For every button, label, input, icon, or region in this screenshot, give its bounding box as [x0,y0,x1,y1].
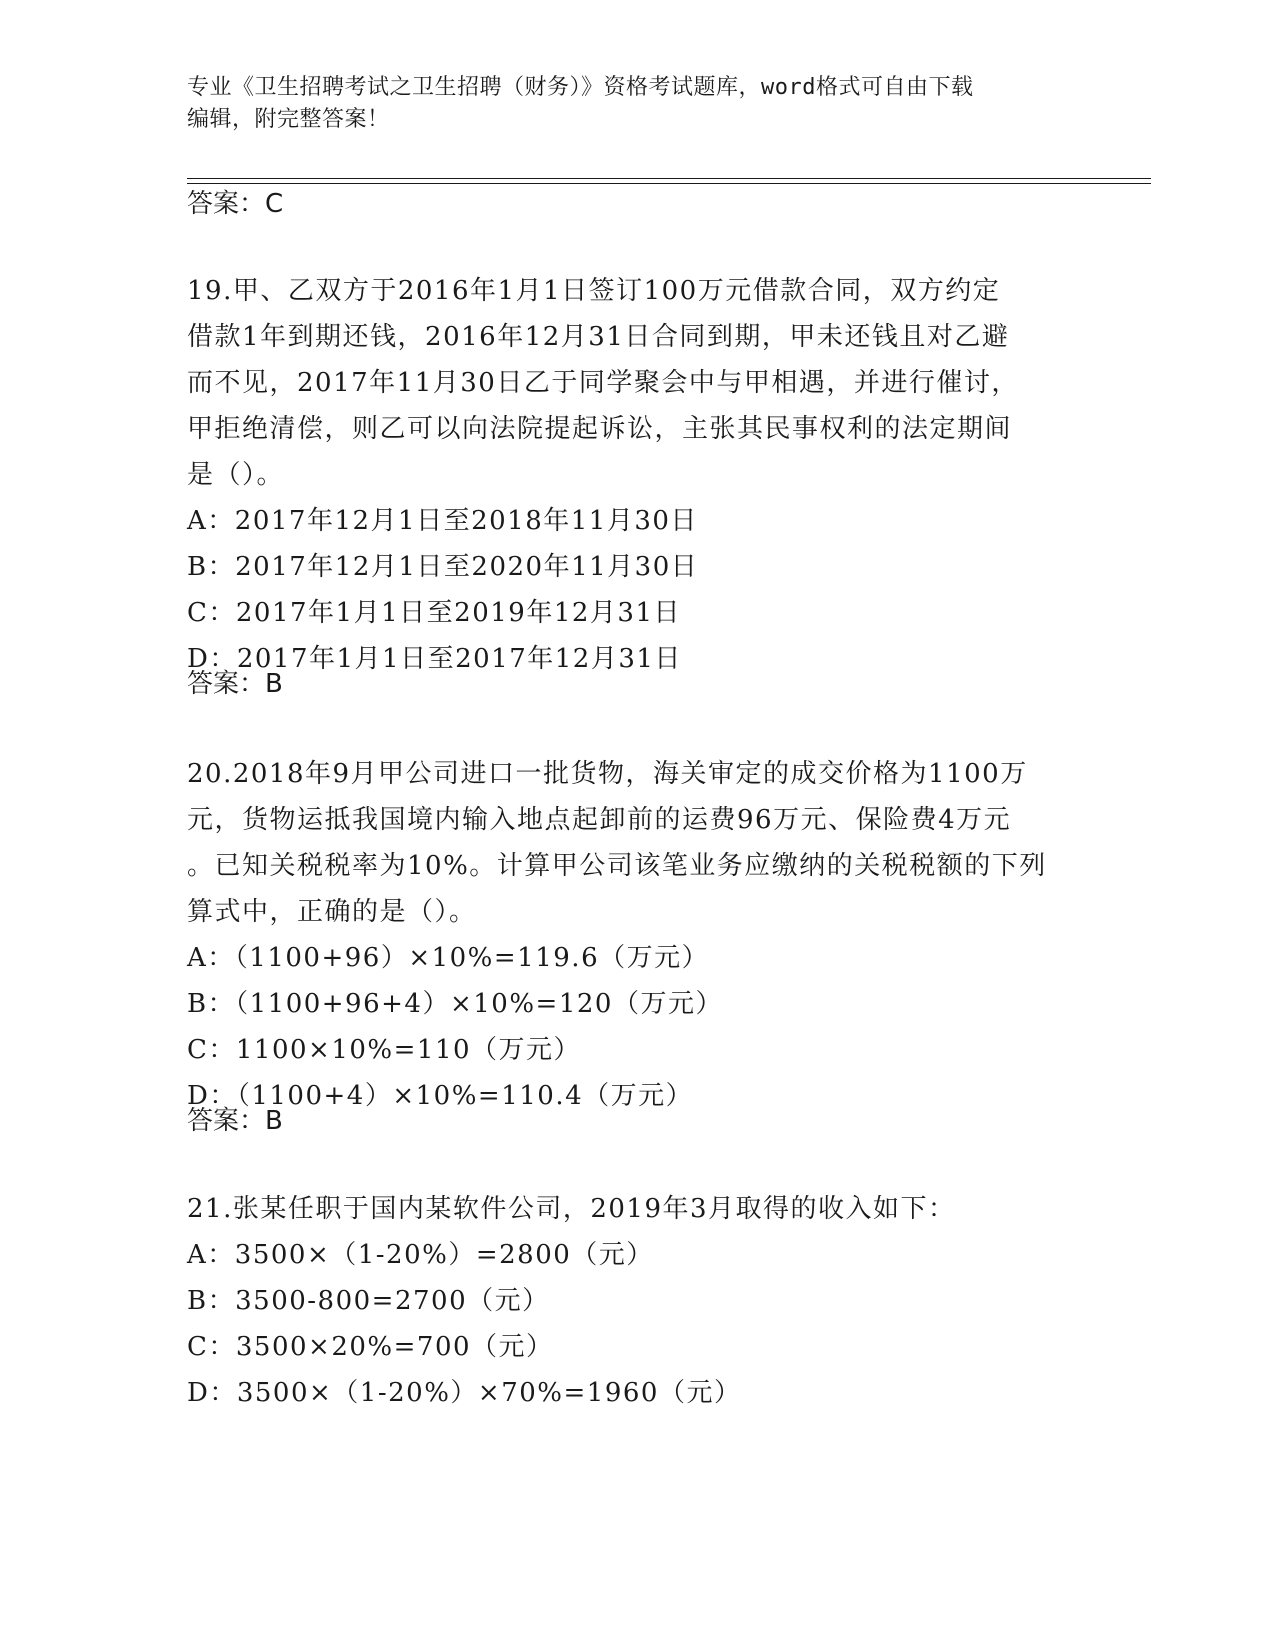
question-21-option-d: D：3500×（1-20%）×70%=1960（元） [187,1378,742,1408]
question-19-line-5: 是（）。 [187,460,285,490]
question-20 [187,751,1067,1119]
question-21-line-1: 21.张某任职于国内某软件公司，2019年3月取得的收入如下： [187,1194,956,1224]
question-20-line-4: 算式中，正确的是（）。 [187,897,477,927]
header-line-1: 专业《卫生招聘考试之卫生招聘（财务）》资格考试题库，word格式可自由下载 [187,75,974,100]
question-19-option-a: A：2017年12月1日至2018年11月30日 [187,506,698,536]
question-19 [187,268,1067,682]
question-21-option-a: A：3500×（1-20%）=2800（元） [187,1240,654,1270]
question-20-option-c: C：1100×10%=110（万元） [187,1035,582,1065]
header-line-2: 编辑，附完整答案！ [187,107,390,132]
question-20-line-1: 20.2018年9月甲公司进口一批货物，海关审定的成交价格为1100万 [187,759,1028,789]
question-21 [187,1186,1067,1416]
header-divider-top [187,178,1151,179]
question-20-line-2: 元，货物运抵我国境内输入地点起卸前的运费96万元、保险费4万元 [187,805,1012,835]
question-19-option-b: B：2017年12月1日至2020年11月30日 [187,552,699,582]
question-19-line-4: 甲拒绝清偿，则乙可以向法院提起诉讼，主张其民事权利的法定期间 [187,414,1013,444]
question-20-line-3: 。已知关税税率为10%。计算甲公司该笔业务应缴纳的关税税额的下列 [187,851,1047,881]
question-21-option-c: C：3500×20%=700（元） [187,1332,554,1362]
answer-q20: 答案：B [187,1106,283,1136]
header-divider-bottom [187,183,1151,184]
question-19-line-1: 19.甲、乙双方于2016年1月1日签订100万元借款合同，双方约定 [187,276,1001,306]
question-19-line-2: 借款1年到期还钱，2016年12月31日合同到期，甲未还钱且对乙避 [187,322,1010,352]
question-20-option-a: A：（1100+96）×10%=119.6（万元） [187,943,710,973]
question-20-option-b: B：（1100+96+4）×10%=120（万元） [187,989,723,1019]
answer-q19: 答案：B [187,669,283,699]
question-19-option-d: D：2017年1月1日至2017年12月31日 [187,644,682,674]
question-20-option-d: D：（1100+4）×10%=110.4（万元） [187,1081,694,1111]
question-19-line-3: 而不见，2017年11月30日乙于同学聚会中与甲相遇，并进行催讨， [187,368,1019,398]
document-header [187,72,1087,136]
answer-q18: 答案：C [187,189,284,219]
question-19-option-c: C：2017年1月1日至2019年12月31日 [187,598,681,628]
question-21-option-b: B：3500-800=2700（元） [187,1286,550,1316]
